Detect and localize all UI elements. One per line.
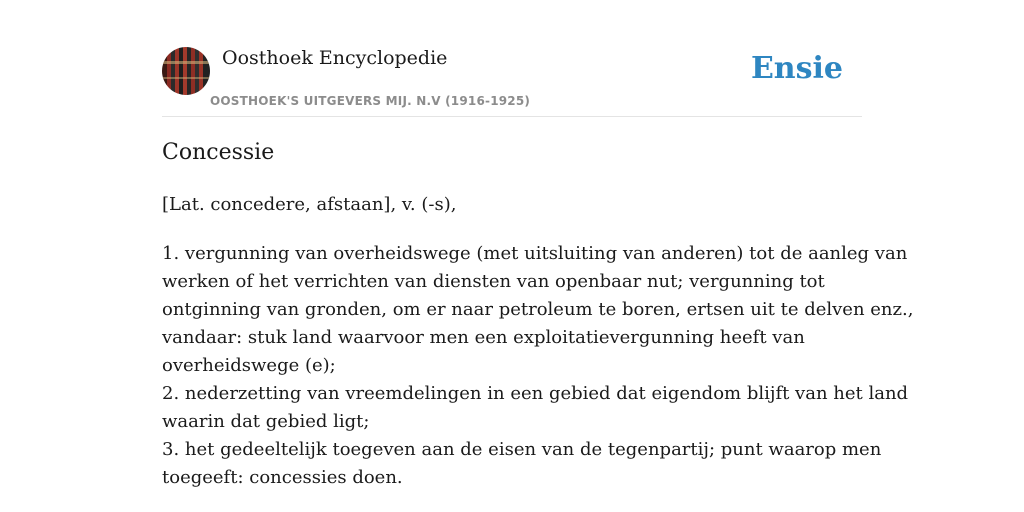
definition-line: overheidswege (e);: [162, 355, 336, 376]
definition-text: [162, 240, 914, 492]
encyclopedia-avatar-icon[interactable]: [162, 47, 210, 95]
definition-line: 2. nederzetting van vreemdelingen in een gebied dat eigendom blijft van het land: [162, 383, 909, 404]
definition-line: waarin dat gebied ligt;: [162, 411, 370, 432]
site-name[interactable]: Oosthoek Encyclopedie: [222, 47, 448, 69]
definition-line: 1. vergunning van overheidswege (met uitsluiting van anderen) tot de aanleg van: [162, 243, 908, 264]
definition-line: vandaar: stuk land waarvoor men een exploitatievergunning heeft van: [162, 327, 805, 348]
publisher-label: OOSTHOEK'S UITGEVERS MIJ. N.V (1916-1925): [210, 94, 531, 108]
definition-line: werken of het verrichten van diensten van openbaar nut; vergunning tot: [162, 271, 825, 292]
definition-line: ontginning van gronden, om er naar petroleum te boren, ertsen uit te delven enz.,: [162, 299, 914, 320]
brand-logo-link[interactable]: Ensie: [750, 51, 843, 86]
definition-line: 3. het gedeeltelijk toegeven aan de eisen van de tegenpartij; punt waarop men: [162, 439, 882, 460]
header: [162, 46, 862, 117]
etymology: [Lat. concedere, afstaan], v. (-s),: [162, 194, 457, 215]
page-title: Concessie: [162, 140, 275, 165]
definition-line: toegeeft: concessies doen.: [162, 467, 403, 488]
